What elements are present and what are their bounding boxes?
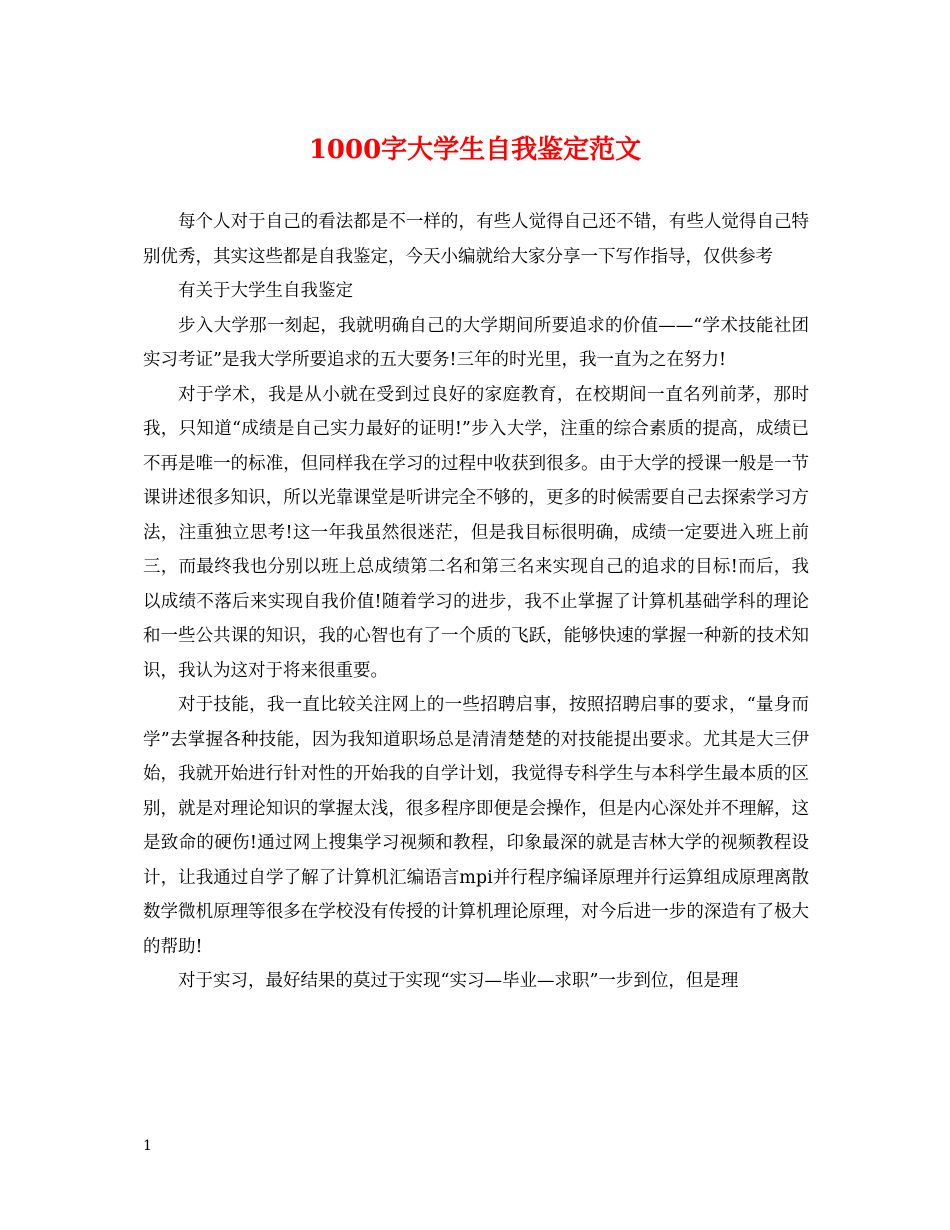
paragraph-academics: 对于学术，我是从小就在受到过良好的家庭教育，在校期间一直名列前茅，那时我，只知道“成绩是自己实力最好的证明!”步入大学，注重的综合素质的提高，成绩已不再是唯一的标准，但同样我在学习的过程中收获到很多。由于大学的授课一般是一节课讲述很多知识，所以光靠课堂是听讲完全不够的，更多的时候需要自己去探索学习方法，注重独立思考!这一年我虽然很迷茫，但是我目标很明确，成绩一定要进入班上前三，而最终我也分别以班上总成绩第二名和第三名来实现自己的追求的目标!而后，我以成绩不落后来实现自我价值!随着学习的进步，我不止掌握了计算机基础学科的理论和一些公共课的知识，我的心智也有了一个质的飞跃，能够快速的掌握一种新的技术知识，我认为这对于将来很重要。 (143, 384, 809, 681)
page-number: 1 (143, 1138, 152, 1154)
paragraph-values: 步入大学那一刻起，我就明确自己的大学期间所要追求的价值——“学术技能社团实习考证”是我大学所要追求的五大要务!三年的时光里，我一直为之在努力! (143, 315, 809, 370)
paragraph-subheading: 有关于大学生自我鉴定 (178, 281, 353, 301)
document-body (143, 205, 809, 999)
paragraph-intro: 每个人对于自己的看法都是不一样的，有些人觉得自己还不错，有些人觉得自己特别优秀，其实这些都是自我鉴定，今天小编就给大家分享一下写作指导，仅供参考 (143, 212, 809, 267)
paragraph-internship: 对于实习，最好结果的莫过于实现“实习—毕业—求职”一步到位，但是理 (178, 971, 739, 991)
document-title: 1000字大学生自我鉴定范文 (308, 135, 642, 165)
paragraph-skills: 对于技能，我一直比较关注网上的一些招聘启事，按照招聘启事的要求，“量身而学”去掌握各种技能，因为我知道职场总是清清楚楚的对技能提出要求。尤其是大三伊始，我就开始进行针对性的开始我的自学计划，我觉得专科学生与本科学生最本质的区别，就是对理论知识的掌握太浅，很多程序即便是会操作，但是内心深处并不理解，这是致命的硬伤!通过网上搜集学习视频和教程，印象最深的就是吉林大学的视频教程设计，让我通过自学了解了计算机汇编语言mpi并行程序编译原理并行运算组成原理离散数学微机原理等很多在学校没有传授的计算机理论原理，对今后进一步的深造有了极大的帮助! (143, 695, 809, 957)
